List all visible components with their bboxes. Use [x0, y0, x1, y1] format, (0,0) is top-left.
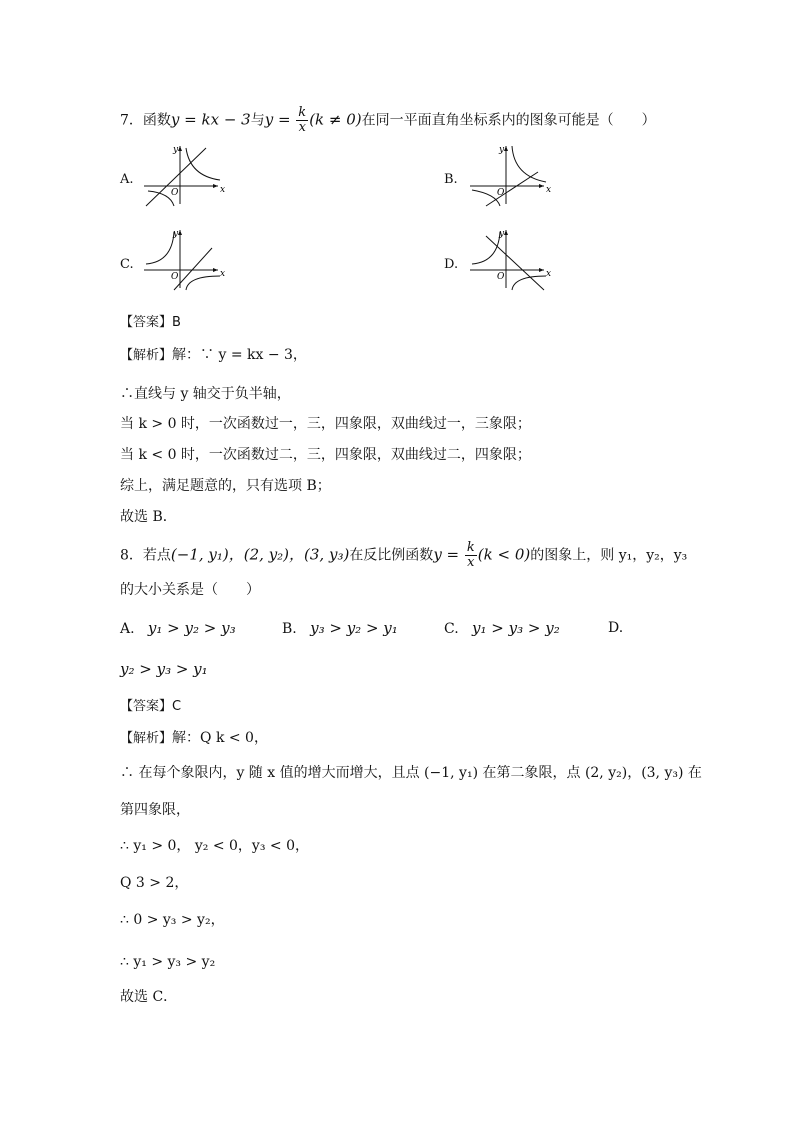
q8-analysis-line-6: ∴ y₁ > y₃ > y₂ [120, 954, 216, 970]
q8-analysis-line-2: 第四象限， [120, 802, 190, 818]
q8-option-b-label: B. [282, 621, 297, 637]
q7-analysis-line-5: 故选 B． [120, 509, 177, 525]
q7-number: 7． [120, 112, 143, 129]
q7-analysis-text-0: 解：∵ y = kx − 3， [172, 347, 307, 363]
q8-analysis-line-3: ∴ y₁ > 0， y₂ < 0，y₃ < 0， [120, 838, 309, 854]
q7-d-x-label: x [546, 269, 552, 279]
q7-frac-num: k [298, 105, 307, 120]
q8-option-d-text: y₂ > y₃ > y₁ [120, 660, 208, 678]
q8-option-a-text: y₁ > y₂ > y₃ [147, 619, 236, 637]
q8-analysis-line-0 [120, 728, 268, 749]
q7-analysis-line-2: 当 k > 0 时，一次函数过一，三，四象限，双曲线过一，三象限； [120, 416, 531, 432]
q7-eq2-rhs: (k ≠ 0) [309, 110, 362, 129]
q8-options-row [120, 618, 680, 640]
q7-c-y-label: y [173, 229, 179, 239]
q7-a-origin: O [171, 188, 179, 198]
q7-d-y-label: y [499, 229, 505, 239]
q7-eq1: y = kx − 3 [170, 110, 251, 129]
q7-and: 与 [250, 112, 265, 129]
q8-option-b [282, 618, 398, 639]
q8-answer [120, 696, 181, 717]
q7-d-origin: O [497, 272, 505, 282]
q8-analysis-line-1: ∴ 在每个象限内，y 随 x 值的增大而增大，且点 (−1, y₁) 在第二象限，点 (2, y₂)，(3, y₃) 在 [120, 765, 702, 781]
q7-option-b-label: B. [444, 172, 458, 187]
q8-frac-den: x [467, 555, 475, 570]
q8-stem [120, 541, 687, 570]
q8-analysis-line-4: Q 3 > 2， [120, 875, 189, 891]
q7-analysis-line-4: 综上，满足题意的，只有选项 B； [120, 478, 331, 494]
q8-answer-value: C [172, 699, 182, 714]
q7-graph-c [140, 226, 224, 292]
q7-option-d-label: D. [444, 257, 459, 272]
q8-stem-c: 的图象上，则 y₁，y₂，y₃ [530, 547, 688, 564]
q7-analysis-line-1: ∴直线与 y 轴交于负半轴， [120, 386, 291, 402]
q7-c-origin: O [171, 272, 179, 282]
q8-points: (−1, y₁)，(2, y₂)，(3, y₃) [170, 545, 350, 564]
q7-graph-a [140, 142, 224, 208]
q8-stem-line2: 的大小关系是（ ） [120, 582, 260, 598]
q7-a-y-label: y [173, 145, 179, 155]
q8-frac-num: k [466, 540, 475, 555]
q8-option-c-text: y₁ > y₃ > y₂ [472, 619, 560, 637]
q7-analysis-tag: 【解析】 [120, 348, 173, 363]
q7-b-x-label: x [546, 185, 552, 195]
q7-answer-tag: 【答案】 [120, 315, 173, 330]
q7-stem-tail: 在同一平面直角坐标系内的图象可能是（ ） [361, 112, 656, 129]
q8-option-a [120, 618, 236, 639]
q8-fraction [465, 541, 477, 570]
q8-stem-a: 8．若点 [120, 547, 171, 564]
q8-analysis-tag: 【解析】 [120, 731, 173, 746]
q8-frac-lhs: y = [433, 545, 464, 564]
q7-fraction [296, 106, 308, 135]
q7-option-c-label: C. [120, 257, 134, 272]
q8-analysis-line-7: 故选 C． [120, 989, 178, 1005]
q8-option-a-label: A. [120, 621, 135, 637]
q8-option-d [608, 618, 623, 638]
q7-analysis-line-3: 当 k < 0 时，一次函数过二，三，四象限，双曲线过二，四象限； [120, 447, 531, 463]
q7-answer-value: B [172, 315, 181, 330]
q8-analysis-text-0: 解：Q k < 0， [172, 730, 268, 746]
q7-stem [120, 106, 656, 135]
q7-eq2-lhs: y = [264, 110, 296, 129]
q7-graph-b [466, 142, 550, 208]
q8-option-c-label: C. [444, 621, 459, 637]
q7-graph-d [466, 226, 550, 292]
q8-option-d-label: D. [608, 620, 624, 636]
q8-analysis-line-5: ∴ 0 > y₃ > y₂， [120, 912, 225, 928]
q7-option-a-label: A. [120, 172, 134, 187]
q8-option-c [444, 618, 560, 639]
q8-answer-tag: 【答案】 [120, 699, 173, 714]
q8-frac-rhs: (k < 0) [477, 545, 531, 564]
q7-a-x-label: x [220, 185, 226, 195]
q7-c-x-label: x [220, 269, 226, 279]
q7-frac-den: x [298, 120, 306, 135]
q8-stem-b: 在反比例函数 [349, 547, 434, 564]
q7-func-word: 函数 [142, 112, 171, 129]
q7-analysis-line-0 [120, 345, 307, 366]
q7-answer [120, 312, 181, 333]
q8-option-b-text: y₃ > y₂ > y₁ [310, 619, 398, 637]
q7-b-y-label: y [499, 145, 505, 155]
q7-b-origin: O [497, 188, 505, 198]
